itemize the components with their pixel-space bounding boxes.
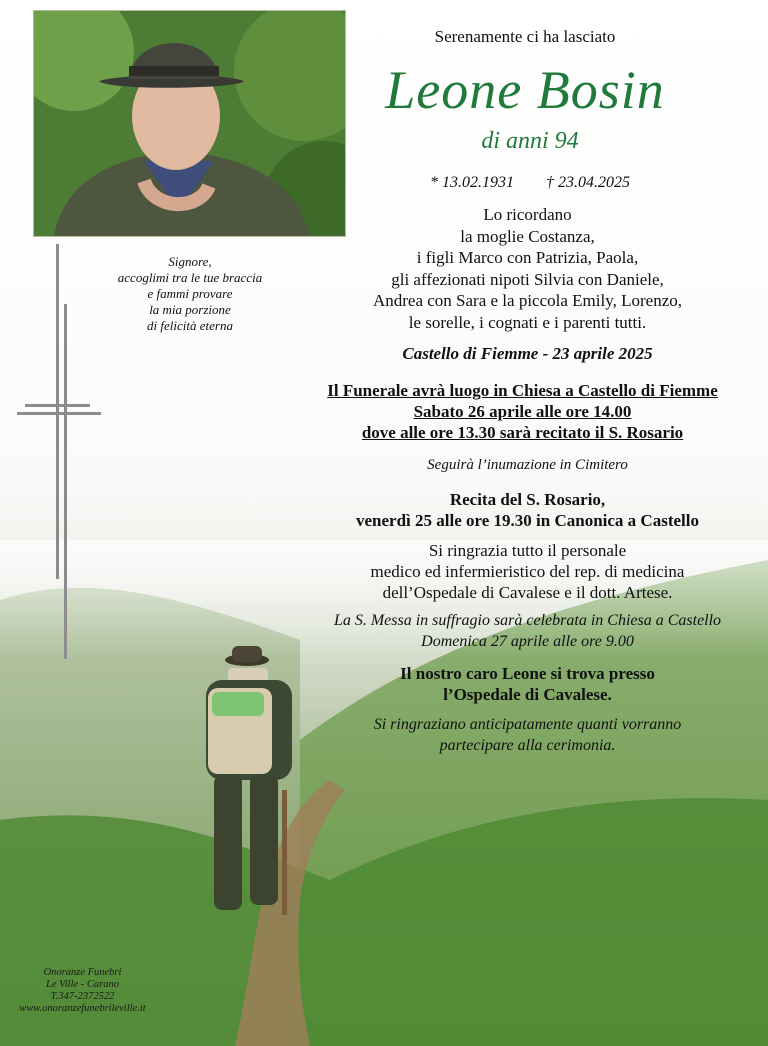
intro-line: Serenamente ci ha lasciato <box>434 27 616 46</box>
mourners-line: i figli Marco con Patrizia, Paola, <box>416 248 639 267</box>
rosary-line: Recita del S. Rosario, <box>449 490 606 509</box>
verse-line: accoglimi tra le tue braccia <box>117 270 263 285</box>
thanks-line: medico ed infermieristico del rep. di medicina <box>370 562 685 581</box>
funeral-announcement <box>300 380 745 443</box>
funeral-line: Il Funerale avrà luogo in Chiesa a Castello di Fiemme <box>327 381 718 400</box>
life-dates <box>380 174 680 192</box>
agency-website[interactable]: www.onoranzefunebrileville.it <box>19 1003 146 1014</box>
portrait-photo <box>33 10 346 237</box>
mass-line: Domenica 27 aprile alle ore 9.00 <box>421 633 634 650</box>
verse-line: Signore, <box>168 254 212 269</box>
age-line: di anni 94 <box>481 128 579 154</box>
closing-thanks <box>315 714 740 756</box>
verse-line: la mia porzione <box>149 302 231 317</box>
location-line: l’Ospedale di Cavalese. <box>443 685 612 704</box>
thanks-staff <box>300 540 755 603</box>
mourners-line: gli affezionati nipoti Silvia con Daniele, <box>391 269 664 289</box>
verse-line: di felicità eterna <box>147 318 233 333</box>
mourners-list <box>315 204 740 333</box>
place-and-date: Castello di Fiemme - 23 aprile 2025 <box>402 344 653 363</box>
mass-line: La S. Messa in suffragio sarà celebrata in Chiesa a Castello <box>333 612 722 629</box>
rosary-line: venerdì 25 alle ore 19.30 in Canonica a Castello <box>356 511 699 530</box>
burial-note: Seguirà l’inumazione in Cimitero <box>427 457 628 473</box>
deceased-name: Leone Bosin <box>385 60 665 120</box>
funeral-line: Sabato 26 aprile alle ore 14.00 <box>413 402 632 421</box>
thanks-line: dell’Ospedale di Cavalese e il dott. Artese. <box>382 583 673 602</box>
mourners-line: le sorelle, i cognati e i parenti tutti. <box>408 312 647 332</box>
thanks-line: Si ringrazia tutto il personale <box>428 541 627 560</box>
agency-name: Onoranze Funebri <box>43 967 122 978</box>
mourners-line: Andrea con Sara e la piccola Emily, Lorenzo, <box>372 291 682 310</box>
location-line: Il nostro caro Leone si trova presso <box>400 664 655 683</box>
body-location <box>315 663 740 705</box>
verse-line: e fammi provare <box>147 286 233 301</box>
memorial-mass <box>300 610 755 652</box>
death-date: † 23.04.2025 <box>546 174 630 191</box>
rosary-notice <box>315 489 740 531</box>
mourners-line: la moglie Costanza, <box>460 226 595 246</box>
final-line: Si ringraziano anticipatamente quanti vorranno <box>373 716 682 733</box>
prayer-verse <box>70 254 310 334</box>
final-line: partecipare alla cerimonia. <box>439 737 616 754</box>
funeral-line: dove alle ore 13.30 sarà recitato il S. Rosario <box>361 423 684 442</box>
birth-date: * 13.02.1931 <box>430 174 514 191</box>
agency-phone: T.347-2372522 <box>50 991 115 1002</box>
agency-address: Le Ville - Carano <box>45 979 119 990</box>
funeral-agency <box>0 967 165 1015</box>
mourners-line: Lo ricordano <box>483 205 572 224</box>
